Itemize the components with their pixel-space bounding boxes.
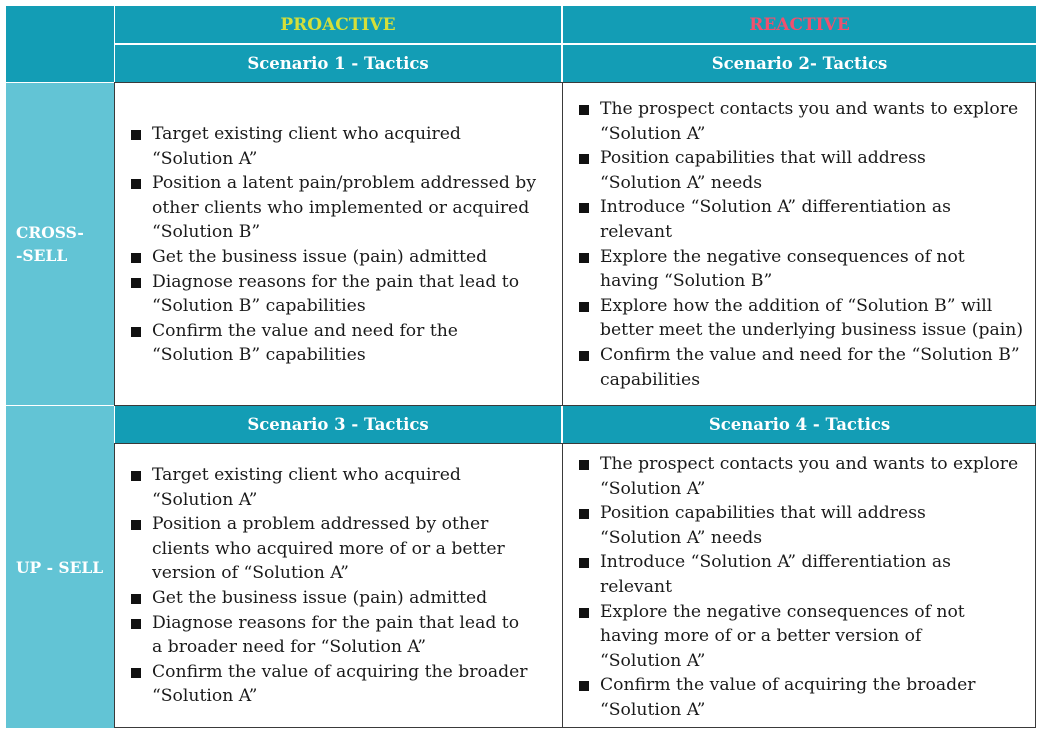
item-text-line: Explore the negative consequences of not (600, 601, 965, 622)
scenario-4-item (577, 452, 1032, 501)
scenario-4-header: Scenario 4 - Tactics (563, 406, 1036, 443)
bullet-square-icon (579, 105, 589, 115)
scenario-2-item (577, 195, 1032, 244)
row-label-cross-sell-line-1: CROSS- (16, 223, 84, 242)
scenario-1-list (129, 122, 554, 368)
bullet-square-icon (579, 253, 589, 263)
row-label-up-sell-text: UP - SELL (16, 557, 104, 577)
tactics-matrix (6, 6, 1036, 728)
item-text-line: Position a latent pain/problem addressed by (152, 173, 537, 194)
item-text-line: Confirm the value of acquiring the broader (600, 675, 976, 696)
item-text-line: Target existing client who acquired (152, 465, 461, 485)
item-text-line: Diagnose reasons for the pain that lead to (152, 271, 520, 292)
item-text-line: Position a problem addressed by other (152, 514, 489, 535)
item-text-line: “Solution A” (600, 478, 706, 499)
item-text-line: relevant (600, 576, 672, 597)
scenario-1-item (129, 245, 554, 270)
item-text-line: Position capabilities that will address (600, 148, 926, 169)
scenario-1-item (129, 270, 554, 319)
scenario-2-header: Scenario 2- Tactics (563, 45, 1036, 82)
bullet-square-icon (579, 460, 589, 470)
item-text-line: Introduce “Solution A” differentiation as (600, 197, 951, 218)
scenario-2-body (562, 82, 1036, 406)
bullet-square-icon (131, 130, 141, 140)
scenario-1-header: Scenario 1 - Tactics (115, 45, 561, 82)
scenario-4-list (577, 452, 1032, 723)
scenario-3-header: Scenario 3 - Tactics (115, 406, 561, 443)
item-text-line: a broader need for “Solution A” (152, 637, 427, 658)
scenario-2-item (577, 245, 1032, 294)
scenario-2-item (577, 343, 1032, 392)
row-label-cross-sell (6, 83, 114, 405)
bullet-square-icon (579, 558, 589, 568)
item-text-line: other clients who implemented or acquired (152, 197, 530, 218)
item-text-line: “Solution A” (152, 489, 258, 510)
bullet-square-icon (579, 302, 589, 312)
item-text-line: The prospect contacts you and wants to explore (600, 454, 1019, 474)
corner-cell (6, 6, 114, 82)
scenario-2-list (577, 97, 1032, 392)
scenario-2-item (577, 97, 1032, 146)
scenario-4-body (562, 443, 1036, 728)
scenario-4-item (577, 600, 1032, 674)
item-text-line: Introduce “Solution A” differentiation as (600, 552, 951, 573)
bullet-square-icon (131, 619, 141, 629)
item-text-line: “Solution B” capabilities (152, 345, 366, 366)
item-text-line: Position capabilities that will address (600, 503, 926, 524)
scenario-3-item (129, 463, 554, 512)
bullet-square-icon (131, 668, 141, 678)
bullet-square-icon (579, 681, 589, 691)
scenario-4-item (577, 501, 1032, 550)
scenario-3-item (129, 611, 554, 660)
bullet-square-icon (131, 520, 141, 530)
scenario-1-body (114, 82, 563, 406)
item-text-line: Get the business issue (pain) admitted (152, 246, 488, 267)
scenario-4-item (577, 673, 1032, 722)
item-text-line: “Solution A” needs (600, 527, 763, 548)
scenario-3-list (129, 463, 554, 709)
row-label-cross-sell-line-2: -SELL (16, 246, 68, 265)
scenario-3-item (129, 586, 554, 611)
bullet-square-icon (579, 154, 589, 164)
row-label-up-sell (6, 406, 114, 728)
item-text-line: Confirm the value and need for the “Solution B” (600, 344, 1020, 365)
item-text-line: “Solution A” needs (600, 172, 763, 193)
item-text-line: Confirm the value and need for the (152, 320, 458, 341)
item-text-line: “Solution B” capabilities (152, 296, 366, 317)
scenario-3-item (129, 660, 554, 709)
item-text-line: “Solution A” (152, 686, 258, 707)
bullet-square-icon (131, 278, 141, 288)
scenario-1-item (129, 319, 554, 368)
item-text-line: Explore the negative consequences of not (600, 246, 965, 267)
item-text-line: clients who acquired more of or a better (152, 538, 505, 559)
scenario-1-item (129, 171, 554, 245)
reactive-header: REACTIVE (563, 6, 1036, 43)
scenario-1-item (129, 122, 554, 171)
bullet-square-icon (579, 351, 589, 361)
item-text-line: “Solution A” (600, 699, 706, 720)
item-text-line: Get the business issue (pain) admitted (152, 587, 488, 608)
item-text-line: having more of or a better version of (600, 626, 922, 647)
scenario-4-item (577, 550, 1032, 599)
bullet-square-icon (131, 594, 141, 604)
scenario-2-item (577, 146, 1032, 195)
bullet-square-icon (131, 471, 141, 481)
bullet-square-icon (579, 608, 589, 618)
scenario-3-item (129, 512, 554, 586)
bullet-square-icon (131, 327, 141, 337)
item-text-line: Explore how the addition of “Solution B” will (600, 295, 993, 316)
bullet-square-icon (579, 509, 589, 519)
item-text-line: relevant (600, 221, 672, 242)
scenario-2-item (577, 294, 1032, 343)
item-text-line: “Solution B” (152, 222, 261, 243)
item-text-line: having “Solution B” (600, 271, 773, 292)
item-text-line: “Solution A” (600, 123, 706, 144)
item-text-line: “Solution A” (152, 148, 258, 169)
scenario-3-body (114, 443, 563, 728)
item-text-line: The prospect contacts you and wants to explore (600, 99, 1019, 119)
item-text-line: “Solution A” (600, 650, 706, 671)
item-text-line: capabilities (600, 369, 701, 390)
item-text-line: Confirm the value of acquiring the broader (152, 661, 528, 682)
item-text-line: Target existing client who acquired (152, 124, 461, 144)
bullet-square-icon (131, 253, 141, 263)
bullet-square-icon (579, 203, 589, 213)
item-text-line: version of “Solution A” (152, 563, 349, 584)
item-text-line: Diagnose reasons for the pain that lead to (152, 612, 520, 633)
proactive-header: PROACTIVE (115, 6, 561, 43)
item-text-line: better meet the underlying business issue (pain) (600, 320, 1024, 341)
bullet-square-icon (131, 179, 141, 189)
